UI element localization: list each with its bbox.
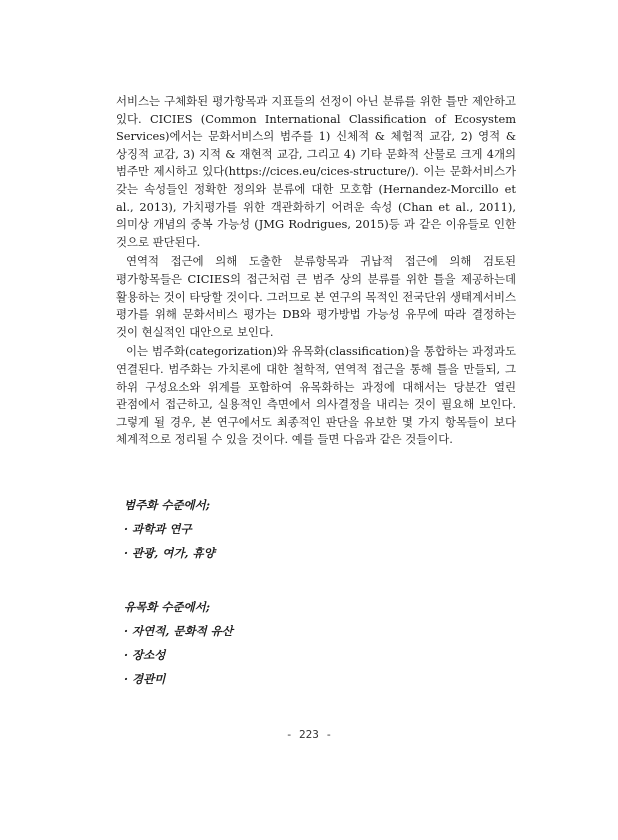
list-item	[124, 619, 516, 643]
list-item-label: 관광, 여가, 휴양	[132, 545, 215, 560]
section-heading: 유목화 수준에서;	[124, 599, 211, 614]
bullet-mark: ·	[124, 671, 129, 686]
classification-level-section	[116, 595, 516, 691]
body-paragraph: 서비스는 구체화된 평가항목과 지표들의 선정이 아닌 분류를 위한 틀만 제안하고 있다. CICIES (Common International Classification of Ecosystem Services)에서는 문화서비스의 범주를 1) 신체적 & 체험적 교감, 2) 영적 & 상징적 교감, 3) 지적 & 재현적 교감, 그리고 4) 기타 문화적 산물로 크게 4개의 범주만 제시하고 있다(https://cices.eu/cices-structure/). 이는 문화서비스가 갖는 속성들인 정확한 정의와 분류에 대한 모호함 (Hernandez-Morcillo et al., 2013), 가치평가를 위한 객관화하기 어려운 속성 (Chan et al., 2011), 의미상 개념의 중복 가능성 (JMG Rodrigues, 2015)등 과 같은 이유들로 인한 것으로 판단된다.	[116, 94, 516, 249]
bullet-mark: ·	[124, 521, 129, 536]
list-item-label: 과학과 연구	[132, 521, 192, 536]
body-paragraph: 이는 범주화(categorization)와 유목화(classification)을 통합하는 과정과도 연결된다. 범주화는 가치론에 대한 철학적, 연역적 접근을 통해 틀을 만들되, 그 하위 구성요소와 위계를 포함하여 유목화하는 과정에 대해서는 당분간 열린 관점에서 접근하고, 실용적인 측면에서 의사결정을 내리는 것이 필요해 보인다. 그렇게 될 경우, 본 연구에서도 최종적인 판단을 유보한 몇 가지 항목들이 보다 체계적으로 정리될 수 있을 것이다. 예를 들면 다음과 같은 것들이다.	[116, 344, 516, 447]
list-item-label: 자연적, 문화적 유산	[132, 623, 233, 638]
classification-list	[124, 619, 516, 691]
categorization-level-section	[116, 493, 516, 565]
bullet-mark: ·	[124, 545, 129, 560]
list-item	[124, 643, 516, 667]
bullet-mark: ·	[124, 623, 129, 638]
list-item-label: 경관미	[132, 671, 166, 686]
list-item-label: 장소성	[132, 647, 166, 662]
document-page	[116, 93, 516, 691]
list-item	[124, 541, 516, 565]
section-heading: 범주화 수준에서;	[124, 497, 211, 512]
list-item	[124, 667, 516, 691]
category-list	[124, 517, 516, 565]
list-item	[124, 517, 516, 541]
bullet-mark: ·	[124, 647, 129, 662]
body-paragraph: 연역적 접근에 의해 도출한 분류항목과 귀납적 접근에 의해 검토된 평가항목들은 CICIES의 접근처럼 큰 범주 상의 분류를 위한 틀을 제공하는데 활용하는 것이 타당할 것이다. 그러므로 본 연구의 목적인 전국단위 생태계서비스 평가를 위해 문화서비스 평가는 DB와 평가방법 가능성 유무에 따라 결정하는 것이 현실적인 대안으로 보인다.	[116, 254, 516, 339]
page-number: - 223 -	[285, 728, 333, 741]
